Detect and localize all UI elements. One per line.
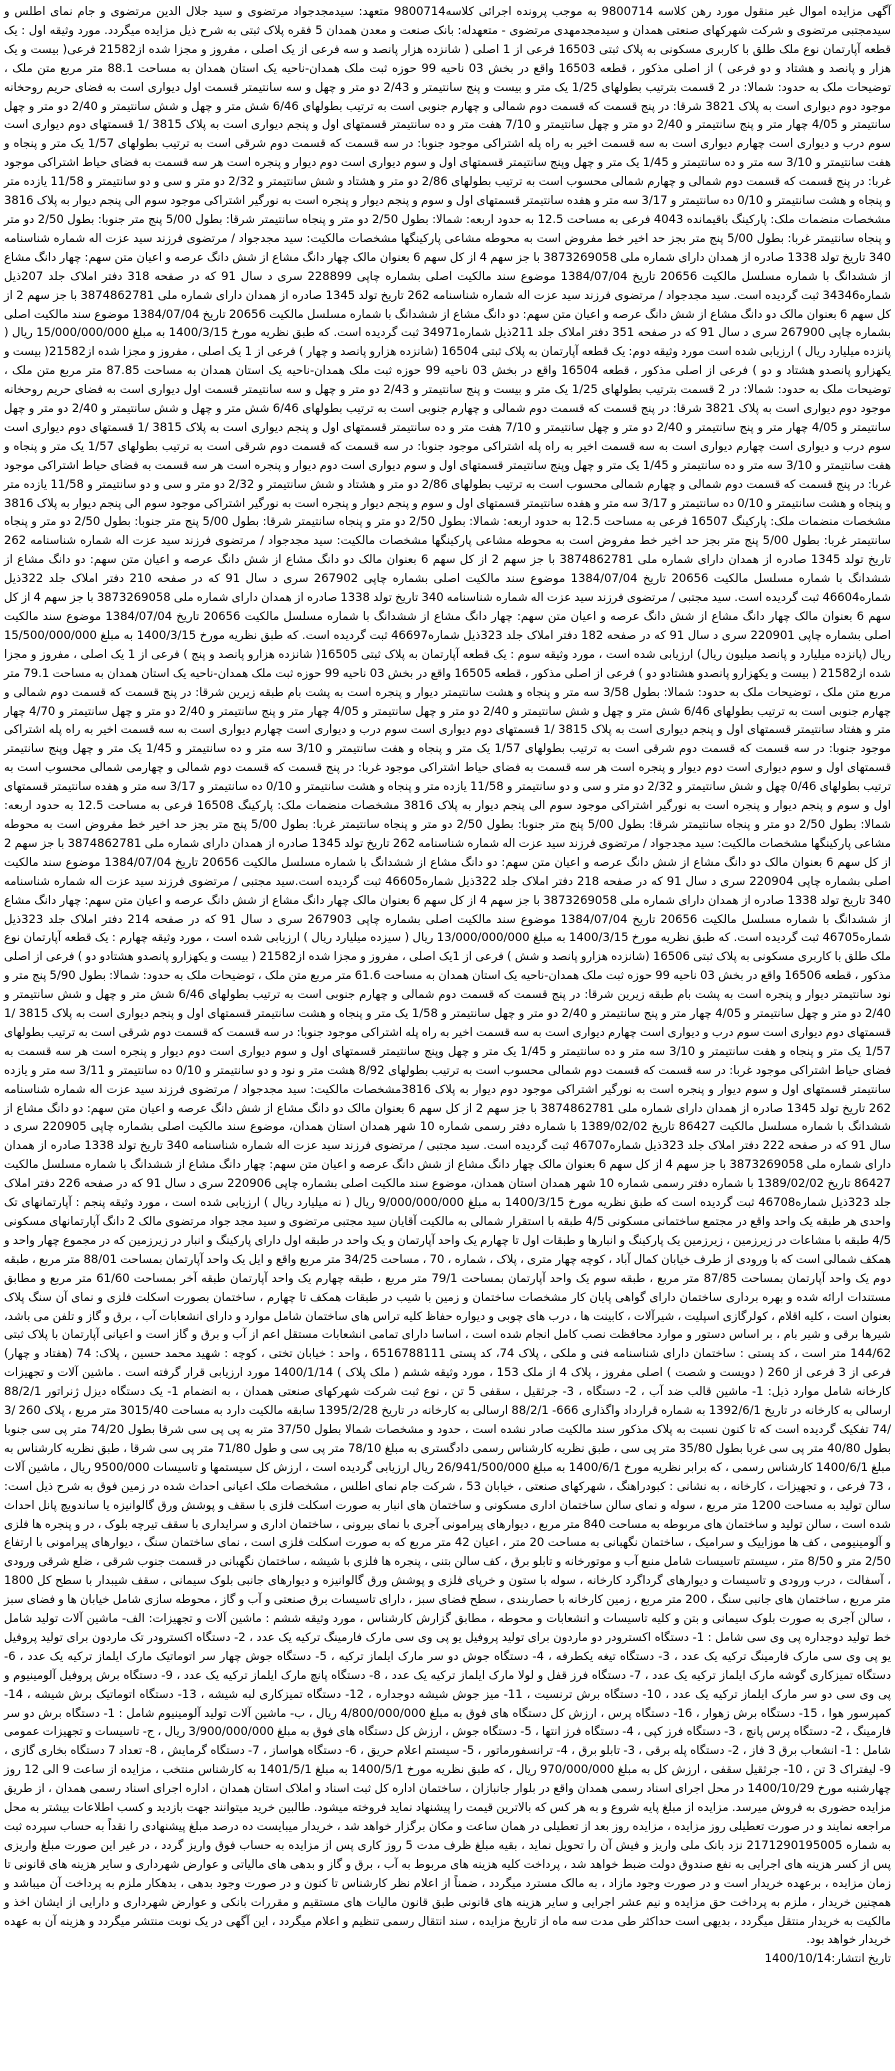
publication-date: تاریخ انتشار:1400/10/14: [764, 1951, 891, 1966]
notice-body-text: آگهی مزایده اموال غیر منقول مورد رهن کلاسه 9800714 به موجب پرونده اجرائی کلاسه9800714 متعهد: سیدمجدجواد مرتضوی و سید جلال الدین مرتضوی و جام نمای اطلس و سیدمجتبی مرتضوی و شرکت شهرکهای صنعتی همدان و سیدمجدمهدی مرتضوی - متعهدله: بانک صنعت و معدن همدان 5 فقره پلاک ثبتی به شرح ذیل مزایده میگردد. مورد وثیقه اول : یک قطعه آپارتمان نوع ملک طلق با کاربری مسکونی به پلاک ثبتی 16503 فرعی از 1 اصلی ( شانزده هزار پانصد و سه فرعی از یک اصلی ، مفروز و مجزا شده از21582 فرعی( بیست و یک هزار و پانصد و هشتاد و دو فرعی ) از اصلی مذکور ، قطعه 16503 واقع در بخش 03 ناحیه 99 حوزه ثبت ملک همدان-ناحیه یک استان همدان به مساحت 88.1 متر مربع متن ملک ، توضیحات ملک به حدود: شمالا: در 2 قسمت بترتیب بطولهای 1/25 یک متر و بیست و پنج سانتیمتر و 2/43 دو متر و چهل و سه سانتیمتر قسمت اول دیواری است به فضای حریم روحخانه موجود دوم دیواری است به پلاک 3821 شرقا: در پنج قسمت که قسمت دوم شمالی و چهارم جنوبی است به ترتیب بطولهای 6/46 شش متر و چهل و شش سانتیمتر و 2/40 دو متر و چهل سانتیمتر و 4/05 چهار متر و پنج سانتیمتر و 2/40 دو متر و چهل سانتیمتر و 7/10 هفت متر و ده سانتیمتر قسمتهای اول و پنجم دیواری است به پلاک 3815 /1 قسمتهای دوم دیواری است سوم درب و دیواری است چهارم دیواری است به سه قسمت اخیر به راه پله اشتراکی موجود جنوبا: در سه قسمت که قسمت دوم شرقی است به ترتیب بطولهای 1/57 یک متر و پنجاه و هفت سانتیمتر و 3/10 سه متر و ده سانتیمتر و 1/45 یک متر و چهل وپنج سانتیمتر قسمتهای اول و سوم دیواری است دوم دیوار و پنجره است هر سه قسمت به فضای حیاط اشتراکی موجود غربا: در پنج قسمت که قسمت دوم شمالی و چهارم شمالی محسوب است به ترتیب بطولهای 2/86 دو متر و هشتاد و شش سانتیمتر و 2/32 دو متر و سی و دو سانتیمتر و 11/58 یازده متر و پنجاه و هشت سانتیمتر و 0/10 ده سانتیمتر و 3/17 سه متر و هفده سانتیمتر قسمتهای اول و سوم و پنجم دیوار و پنجره است به نورگیر اشتراکی موجود سوم الی پنجم دیوار به پلاک 3816 مشخصات منضمات ملک: پارکینگ باقیمانده 4043 فرعی به مساحت 12.5 به حدود اربعه: شمالا: بطول 2/50 دو متر و پنجاه سانتیمتر شرقا: بطول 5/00 پنج متر جنوبا: بطول 2/50 دو متر و پنجاه سانتیمتر غربا: بطول 5/00 پنج متر بجز حد اخیر خط مفروض است به محوطه مشاعی پارکینگها مشخصات مالکیت: سید مجدجواد / مرتضوی فرزند سید عزت اله شماره شناسنامه 340 تاریخ تولد 1338 صادره از همدان دارای شماره ملی 3873269058 با جز سهم 4 از کل سهم 6 بعنوان مالک چهار دانگ مشاع از شش دانگ عرصه و اعیان متن سهم: چهار دانگ مشاع از ششدانگ با شماره مسلسل مالکیت 20656 تاریخ 1384/07/04 موضوع سند مالکیت اصلی بشماره چاپی 228899 سری د سال 91 که در صفحه 318 دفتر املاک جلد 207ذیل شماره34346 ثبت گردیده است. سید مجدجواد / مرتضوی فرزند سید عزت اله شماره شناسنامه 262 تاریخ تولد 1345 صادره از همدان دارای شماره ملی 3874862781 با جز سهم 2 از کل سهم 6 بعنوان مالک دو دانگ مشاع از شش دانگ عرصه و اعیان متن سهم: دو دانگ مشاع از ششدانگ با شماره مسلسل مالکیت 20656 تاریخ 1384/07/04 موضوع سند مالکیت اصلی بشماره چاپی 267900 سری د سال 91 که در صفحه 351 دفتر املاک جلد 211ذیل شماره34971 ثبت گردیده است. که طبق نظریه مورخ 1400/3/15 به مبلغ 15/000/000/000 ریال ( پانزده میلیارد ریال ) ارزیابی شده است مورد وثیقه دوم: یک قطعه آپارتمان به پلاک ثبتی 16504 (شانزده هزارو پانصد و چهار ) فرعی از 1 یک اصلی ، مفروز و مجزا شده از21582( بیست و یکهزارو پانصدو هشتاد و دو ) فرعی از اصلی مذکور ، قطعه 16504 واقع در بخش 03 ناحیه 99 حوزه ثبت ملک همدان-ناحیه یک استان همدان به مساحت 87.85 متر مربع متن ملک ، توضیحات ملک به حدود: شمالا: در 2 قسمت بترتیب بطولهای 1/25 یک متر و بیست و پنج سانتیمتر و 2/43 دو متر و چهل و سه سانتیمتر قسمت اول دیواری است به فضای حریم روحخانه موجود دوم دیواری است به پلاک 3821 شرقا: در پنج قسمت که قسمت دوم شمالی و چهارم جنوبی است به ترتیب بطولهای 6/46 شش متر و چهل و شش سانتیمتر و 2/40 دو متر و چهل سانتیمتر و 4/05 چهار متر و پنج سانتیمتر و 2/40 دو متر و چهل سانتیمتر و 7/10 هفت متر و ده سانتیمتر قسمتهای اول و پنجم دیواری است به پلاک 3815 /1 قسمتهای دوم دیواری است سوم درب و دیواری است چهارم دیواری است به سه قسمت اخیر به راه پله اشتراکی موجود جنوبا: در سه قسمت که قسمت دوم شرقی است به ترتیب بطولهای 1/57 یک متر و پنجاه و هفت سانتیمتر و 3/10 سه متر و ده سانتیمتر و 1/45 یک متر و چهل وپنج سانتیمتر قسمتهای اول و سوم دیواری است دوم دیوار و پنجره است هر سه قسمت به فضای حیاط اشتراکی موجود غربا: در پنج قسمت که قسمت دوم شمالی و چهارم شمالی محسوب است به ترتیب بطولهای 2/86 دو متر و هشتاد و شش سانتیمتر و 2/32 دو متر و سی و دو سانتیمتر و 11/58 یازده متر و پنجاه و هشت سانتیمتر و 0/10 ده سانتیمتر و 3/17 سه متر و هفده سانتیمتر قسمتهای اول و سوم و پنجم دیوار و پنجره است به نورگیر اشتراکی موجود سوم الی پنجم دیوار به پلاک 3816 مشخصات منضمات ملک: پارکینگ 16507 فرعی به مساحت 12.5 به حدود اربعه: شمالا: بطول 2/50 دو متر و پنجاه سانتیمتر شرقا: بطول 5/00 پنج متر جنوبا: بطول 2/50 دو متر و پنجاه سانتیمتر غربا: بطول 5/00 پنج متر بجز حد اخیر خط مفروض است به محوطه مشاعی پارکینگها مشخصات مالکیت: سید مجدجواد / مرتضوی فرزند سید عزت اله شماره شناسنامه 262 تاریخ تولد 1345 صادره از همدان دارای شماره ملی 3874862781 با جز سهم 2 از کل سهم 6 بعنوان مالک دو دانگ مشاع از شش دانگ عرصه و اعیان متن سهم: دو دانگ مشاع از ششدانگ با شماره مسلسل مالکیت 20656 تاریخ 1384/07/04 موضوع سند مالکیت اصلی بشماره چاپی 267902 سری د سال 91 که در صفحه 210 دفتر املاک جلد 322ذیل شماره46604 ثبت گردیده است. سید مجتبی / مرتضوی فرزند سید عزت اله شماره شناسنامه 340 تاریخ تولد 1338 صادره از همدان دارای شماره ملی 3873269058 با جز سهم 4 از کل سهم 6 بعنوان مالک چهار دانگ مشاع از شش دانگ عرصه و اعیان متن سهم: چهار دانگ مشاع از ششدانگ با شماره مسلسل مالکیت 20656 تاریخ 1384/07/04 موضوع سند مالکیت اصلی بشماره چاپی 220901 سری د سال 91 که در صفحه 182 دفتر املاک جلد 323ذیل شماره46697 ثبت گردیده است. که طبق نظریه مورخ 1400/3/15 به مبلغ 15/500/000/000 ریال (پانزده میلیارد و پانصد میلیون ریال) ارزیابی شده است ، مورد وثیقه سوم : یک قطعه آپارتمان به پلاک ثبتی 16505( شانزده هزارو پانصد و پنج ) فرعی از 1 یک اصلی ، مفروز و مجزا شده از21582 ( بیست و یکهزارو پانصدو هشتادو دو ) فرعی از اصلی مذکور ، قطعه 16505 واقع در بخش 03 ناحیه 99 حوزه ثبت ملک همدان-ناحیه یک استان همدان به مساحت 79.1 متر مربع متن ملک ، توضیحات ملک به حدود: شمالا: بطول 3/58 سه متر و پنجاه و هشت سانتیمتر دیوار و پنجره است به پشت بام طبقه زیرین شرقا: در پنج قسمت که قسمت دوم شمالی و چهارم جنوبی است به ترتیب بطولهای 6/46 شش متر و چهل و شش سانتیمتر و 2/40 دو متر و چهل سانتیمتر و 4/05 چهار متر و پنج سانتیمتر و 2/40 دو متر و چهل سانتیمتر و 4/70 چهار متر و هفتاد سانتیمتر قسمتهای اول و پنجم دیواری است به پلاک 3815 /1 قسمتهای دوم دیواری است سوم درب و دیواری است چهارم دیواری است به سه قسمت اخیر به راه پله اشتراکی موجود جنوبا: در سه قسمت که قسمت دوم شرقی است به ترتیب بطولهای 1/57 یک متر و پنجاه و هفت سانتیمتر و 3/10 سه متر و ده سانتیمتر و 1/45 یک متر و چهل وپنج سانتیمتر قسمتهای اول و سوم دیواری است دوم دیوار و پنجره است هر سه قسمت به فضای حیاط اشتراکی موجود غربا: در پنج قسمت که قسمت دوم شمالی و چهارمی شمالی محسوب است به ترتیب بطولهای 0/46 چهل و شش سانتیمتر و 2/32 دو متر و سی و دو سانتیمتر و 11/58 یازده متر و پنجاه و هشت سانتیمتر و 0/10 ده سانتیمتر و 3/17 سه متر و هفده سانتیمتر قسمتهای اول و سوم و پنجم دیوار و پنجره است به نورگیر اشتراکی موجود سوم الی پنجم دیوار به پلاک 3816 مشخصات منضمات ملک: پارکینگ 16508 فرعی به مساحت 12.5 به حدود اربعه: شمالا: بطول 2/50 دو متر و پنجاه سانتیمتر شرقا: بطول 5/00 پنج متر جنوبا: بطول 2/50 دو متر و پنجاه سانتیمتر غربا: بطول 5/00 پنج متر بجز حد اخیر خط مفروض است به محوطه مشاعی پارکینگها مشخصات مالکیت: سید مجدجواد / مرتضوی فرزند سید عزت اله شماره شناسنامه 262 تاریخ تولد 1345 صادره از همدان دارای شماره ملی 3874862781 با جز سهم 2 از کل سهم 6 بعنوان مالک دو دانگ مشاع از شش دانگ عرصه و اعیان متن سهم: دو دانگ مشاع از ششدانگ با شماره مسلسل مالکیت 20656 تاریخ 1384/07/04 موضوع سند مالکیت اصلی بشماره چاپی 220904 سری د سال 91 که در صفحه 218 دفتر املاک جلد 322ذیل شماره46605 ثبت گردیده است.سید مجتبی / مرتضوی فرزند سید عزت اله شماره شناسنامه 340 تاریخ تولد 1338 صادره از همدان دارای شماره ملی 3873269058 با جز سهم 4 از کل سهم 6 بعنوان مالک چهار دانگ مشاع از شش دانگ عرصه و اعیان متن سهم: چهار دانگ مشاع از ششدانگ با شماره مسلسل مالکیت 20656 تاریخ 1384/07/04 موضوع سند مالکیت اصلی بشماره چاپی 267903 سری د سال 91 که در صفحه 214 دفتر املاک جلد 323ذیل شماره46705 ثبت گردیده است. که طبق نظریه مورخ 1400/3/15 به مبلغ 13/000/000/000 ریال ( سیزده میلیارد ریال ) ارزیابی شده است ، مورد وثیقه چهارم : یک قطعه آپارتمان نوع ملک طلق با کاربری مسکونی به پلاک ثبتی 16506 (شانزده هزارو پانصد و شش ) فرعی از 1یک اصلی ، مفروز و مجزا شده از21582 ( بیست و یکهزارو پانصدو هشتادو دو ) فرعی از اصلی مذکور ، قطعه 16506 واقع در بخش 03 ناحیه 99 حوزه ثبت ملک همدان-ناحیه یک استان همدان به مساحت 61.6 متر مربع متن ملک ، توضیحات ملک به حدود: شمالا: بطول 5/90 پنج متر و نود سانتیمتر دیوار و پنجره است به پشت بام طبقه زیرین شرقا: در پنج قسمت که قسمت دوم شمالی و چهارم جنوبی است به ترتیب بطولهای 6/46 شش متر و چهل و شش سانتیمتر و 2/40 دو متر و چهل سانتیمتر و 4/05 چهار متر و پنج سانتیمتر و 2/40 دو متر و چهل سانتیمتر و 1/58 یک متر و پنجاه و هشت سانتیمتر قسمتهای اول و پنجم دیواری است به پلاک 3815 /1 قسمتهای دوم دیواری است سوم درب و دیواری است چهارم دیواری است به سه قسمت اخیر به راه پله اشتراکی موجود جنوبا: در سه قسمت که قسمت دوم شرقی است به ترتیب بطولهای 1/57 یک متر و پنجاه و هفت سانتیمتر و 3/10 سه متر و ده سانتیمتر و 1/45 یک متر و چهل وپنج سانتیمتر قسمتهای اول و سوم دیواری است دوم دیوار و پنجره است هر سه قسمت به فضای حیاط اشتراکی موجود غربا: در سه قسمت که قسمت دوم شمالی محسوب است به ترتیب بطولهای 8/92 هشت متر و نود و دو سانتیمتر و 0/10 ده سانتیمتر و 3/11 سه متر و یازده سانتیمتر قسمتهای اول و سوم دیوار و پنجره است به نورگیر اشتراکی موجود دوم دیوار به پلاک 3816مشخصات مالکیت: سید مجدجواد / مرتضوی فرزند سید عزت اله شماره شناسنامه 262 تاریخ تولد 1345 صادره از همدان دارای شماره ملی 3874862781 با جز سهم 2 از کل سهم 6 بعنوان مالک دو دانگ مشاع از شش دانگ عرصه و اعیان متن سهم: دو دانگ مشاع از ششدانگ با شماره مسلسل مالکیت 86427 تاریخ 1389/02/02 با شماره دفتر رسمی شماره 10 شهر همدان استان همدان، موضوع سند مالکیت اصلی بشماره چاپی 220905 سری د سال 91 که در صفحه 222 دفتر املاک جلد 323ذیل شماره46707 ثبت گردیده است. سید مجتبی / مرتضوی فرزند سید عزت اله شماره شناسنامه 340 تاریخ تولد 1338 صادره از همدان دارای شماره ملی 3873269058 با جز سهم 4 از کل سهم 6 بعنوان مالک چهار دانگ مشاع از شش دانگ عرصه و اعیان متن سهم: چهار دانگ مشاع از ششدانگ با شماره مسلسل مالکیت 86427 تاریخ 1389/02/02 با شماره دفتر رسمی شماره 10 شهر همدان استان همدان، موضوع سند مالکیت اصلی بشماره چاپی 220906 سری د سال 91 که در صفحه 226 دفتر املاک جلد 323ذیل شماره46708 ثبت گردیده است که طبق نظریه مورخ 1400/3/15 به مبلغ 9/000/000/000 ریال ( نه میلیارد ریال ) ارزیابی شده است ، مورد وثیقه پنجم : آپارتمانهای تک واحدی هر طبقه یک واحد واقع در مجتمع ساختمانی مسکونی 4/5 طبقه با استقرار شمالی به مالکیت آقایان سید مجتبی مرتضوی و سید مجد جواد مرتضوی مالک 2 دانگ آپارتمانهای مسکونی 4/5 طبقه با مشاعات در زیرزمین ، زیرزمین یک پارکینگ و انبارها و طبقات اول تا چهارم یک واحد آپارتمان و یک واحد در طبقه اول دارای پارکینگ و انبار در زیرزمین که در مجموع چهار واحد و همکف شمالی است که با ورودی از طرف خیابان کمال آباد ، کوچه چهار متری ، پلاک ، شماره ، 70 ، مساحت 34/25 متر مربع واقع و ایل یک واحد آپارتمان بمساحت 88/01 متر مربع ، طبقه دوم یک واحد آپارتمان بمساحت 87/85 متر مربع ، طبقه سوم یک واحد آپارتمان بمساحت 79/1 متر مربع ، طبقه چهارم یک واحد آپارتمان طبقه آخر بمساحت 61/60 متر مربع و مطابق مستندات ارائه شده و بهره برداری ساختمان دارای گواهی پایان کار مشخصات ساختمان و زمین با شیب در طبقات همکف تا چهارم ، ساختمان بصورت اسکلت فلزی و نمای آن سنگ پلاک بعنوان است ، کلیه اقلام ، کولرگازی اسپلیت ، شیرآلات ، کابینت ها ، درب های چوبی و دیواره حفاظ کلیه تراس های ساختمان شامل موارد و دارای انشعابات آب ، برق و گاز و تلفن می باشد، شیرها برقی و شیر بام ، بر اساس دستور و موارد محافظت نصب کامل انجام شده است ، اساسا دارای تمامی انشعابات مستقل اعم از آب و برق و گاز است و اعیانی آپارتمان با پلاک ثبتی 144/62 متر است ، کد پستی : ساختمان دارای شناسنامه فنی و ملکی ، پلاک 74، کد پستی 6516788111 ، واحد : خیابان تختی ، کوچه : شهید محمد حسین ، پلاک: 74 (هفتاد و چهار) فرعی از 3 فرعی از 260 ( دویست و شصت ) اصلی مفروز ، پلاک 4 از ملک 153 ، مورد وثیقه ششم ( ملک پلاک ) 1400/1/14 مورد ارزیابی قرار گرفته است . ماشین آلات و تجهیزات کارخانه شامل موارد ذیل: 1- ماشین قالب ضد آب ، 2- دستگاه ، 3- جرثقیل ، سقفی 5 تن ، نوع ثبت شرکت شهرکهای صنعتی همدان ، به انضمام 1- یک دستگاه دیزل ژنراتور 88/2/1 ارسالی به کارخانه در تاریخ 1392/6/1 به شماره قرارداد واگذاری 666- 88/2/1 ارسالی به کارخانه در تاریخ 1395/2/28 سابقه مالکیت دارد به مساحت 3015/40 متر مربع ، پلاک 260 /3 /74 تفکیک گردیده است که تا کنون نسبت به پلاک مذکور سند مالکیت صادر نشده است ، حدود و مشخصات شمالا بطول 37/50 متر به پی پی سی شرقا بطول 74/20 متر پی سی جنوبا بطول 40/80 متر پی سی غربا بطول 35/80 متر پی سی ، طبق نظریه کارشناس رسمی دادگستری به مبلغ 78/10 متر پی سی و طول 71/80 متر پی سی شرقا ، طبق نظریه کارشناس به مبلغ 1400/6/1 کارشناس رسمی ، که برابر نظریه مورخ 1400/6/1 به مبلغ 26/941/500/000 ریال ارزیابی گردیده است ، ارزش کل سیستمها و تاسیسات 9500/000 ریال ، ماشین آلات ، 73 فرعی ، و تجهیزات ، کارخانه ، به نشانی : کبودراهنگ ، شهرکهای صنعتی ، خیابان 53 ، شرکت جام نمای اطلس ، مشخصات ملک اعیانی احداث شده در زمین فوق به شرح ذیل است: سالن تولید به مساحت 1200 متر مربع ، سوله و نمای سالن ساختمان اداری مسکونی و ساختمان های انبار به صورت اسکلت فلزی با سقف و پوشش ورق گالوانیزه یا ساندویچ پانل احداث شده است ، سالن تولید و ساختمان های مربوطه به مساحت 840 متر مربع ، دیوارهای پیرامونی آجری با نمای بیرونی ، ساختمان اداری و سرایداری با سقف تیرچه بلوک ، در و پنجره ها فلزی و آلومینیومی ، کف ها موزاییک و سرامیک ، ساختمان نگهبانی به مساحت 20 متر ، اعیان 42 متر مربع که به صورت اسکلت فلزی است ، نمای ساختمان سنگ ، دیوارهای پیرامونی با ارتفاع 2/50 متر و 8/50 متر ، سیستم تاسیسات شامل منبع آب و موتورخانه و تابلو برق ، کف سالن بتنی ، پنجره ها فلزی با شیشه ، ساختمان نگهبانی در قسمت جنوب شرقی ، ضلع شرقی ورودی ، آسفالت ، درب ورودی و تاسیسات و دیوارهای گرداگرد کارخانه ، سوله با ستون و خرپای فلزی و پوشش ورق گالوانیزه و دیوارهای جانبی بلوک سیمانی ، سقف شیبدار با سطح کل 1800 متر مربع ، ساختمان های جانبی سنگ ، 200 متر مربع ، زمین کارخانه با حصاربندی ، سطح فضای سبز ، دارای تاسیسات برق صنعتی و آب و گاز ، محوطه سازی شامل خیابان ها و فضای سبز ، سالن آجری به صورت بلوک سیمانی و بتن و کلیه تاسیسات و انشعابات و محوطه ، مطابق گزارش کارشناس ، مورد وثیقه ششم : ماشین آلات و تجهیزات: الف- ماشین آلات تولید شامل خط تولید دوجداره پی وی سی شامل : 1- دستگاه اکسترودر دو ماردون برای تولید پروفیل یو پی وی سی مارک فارمینگ ترکیه یک عدد ، 2- دستگاه اکسترودر تک ماردون برای تولید پروفیل یو پی وی سی مارک فارمینگ ترکیه یک عدد ، 3- دستگاه تیغه یکطرفه ، 4- دستگاه جوش دو سر مارک ایلماز ترکیه ، 5- دستگاه جوش چهار سر اتوماتیک مارک ایلماز ترکیه یک عدد ، 6- دستگاه تمیزکاری گوشه مارک ایلماز ترکیه یک عدد ، 7- دستگاه فرز قفل و لولا مارک ایلماز ترکیه یک عدد ، 8- دستگاه پانچ مارک ایلماز ترکیه یک عدد ، 9- دستگاه برش پروفیل آلومینیوم و پی وی سی دو سر مارک ایلماز ترکیه یک عدد ، 10- دستگاه برش ترنسیت ، 11- میز جوش شیشه دوجداره ، 12- دستگاه تمیزکاری لبه شیشه ، 13- دستگاه اتوماتیک برش شیشه ، 14- کمپرسور هوا ، 15- دستگاه برش زهوار ، 16- دستگاه پرس ، ارزش کل دستگاه های فوق به مبلغ 4/800/000/000 ریال ، ب- ماشین آلات تولید آلومینیوم شامل : 1- دستگاه برش دو سر فارمینگ ، 2- دستگاه پرس پانچ ، 3- دستگاه فرز کپی ، 4- دستگاه فرز انتها ، 5- دستگاه جوش ، ارزش کل دستگاه های فوق به مبلغ 3/900/000/000 ریال ، ج- تاسیسات و تجهیزات عمومی شامل : 1- انشعاب برق 3 فاز ، 2- دستگاه پله برقی ، 3- تابلو برق ، 4- ترانسفورماتور ، 5- سیستم اعلام حریق ، 6- دستگاه هواساز ، 7- دستگاه گرمایش ، 8- تعداد 7 دستگاه بخاری گازی ، 9- لیفتراک 3 تن ، 10- جرثقیل سقفی ، ارزش کل به مبلغ 970/000/000 ریال ، که طبق نظریه مورخ 1400/5/1 به مبلغ 1401/5/1 به کارشناس منتخب ، مزایده از ساعت 9 الی 12 روز چهارشنبه مورخ 1400/10/29 در محل اجرای اسناد رسمی همدان واقع در بلوار جانبازان ، ساختمان اداره کل ثبت اسناد و املاک استان همدان ، اداره اجرای اسناد رسمی همدان ، از طریق مزایده حضوری به فروش میرسد. مزایده از مبلغ پایه شروع و به هر کس که بالاترین قیمت را پیشنهاد نماید فروخته میشود. طالبین خرید میتوانند جهت بازدید و کسب اطلاعات بیشتر به محل مراجعه نمایند و در صورت تعطیلی روز مزایده ، مزایده روز بعد از تعطیلی در همان ساعت و مکان برگزار خواهد شد ، خریدار میبایست ده درصد مبلغ پیشنهادی را نقداً به حساب سپرده ثبت به شماره 2171290195005 نزد بانک ملی واریز و فیش آن را تحویل نماید ، بقیه مبلغ ظرف مدت 5 روز کاری پس از مزایده به حساب فوق واریز گردد ، در غیر این صورت مبلغ واریزی پس از کسر هزینه های اجرایی به نفع صندوق دولت ضبط خواهد شد ، پرداخت کلیه هزینه های مربوط به آب ، برق و گاز و بدهی های مالیاتی و عوارض شهرداری و سایر هزینه های قانونی تا زمان مزایده ، برعهده خریدار است و در صورت وجود مازاد ، به مالک مسترد میگردد ، ضمناً از اعلام نظر کارشناس تا کنون و در صورت وجود بدهی ، بدهکار ملزم به پرداخت آن میباشد و همچنین خریدار ، ملزم به پرداخت حق مزایده و نیم عشر اجرایی و سایر هزینه های قانونی طبق قانون مالیات های مستقیم و مقررات بانکی و عوارض شهرداری و دارایی از ایشان اخذ و مالکیت به خریدار منتقل میگردد ، بدیهی است حداکثر طی مدت سه ماه از تاریخ مزایده ، سند انتقال رسمی تنظیم و اعلام میگردد ، این آگهی در یک نوبت منتشر میگردد و هزینه آن به عهده خریدار خواهد بود.: [4, 4, 892, 1947]
